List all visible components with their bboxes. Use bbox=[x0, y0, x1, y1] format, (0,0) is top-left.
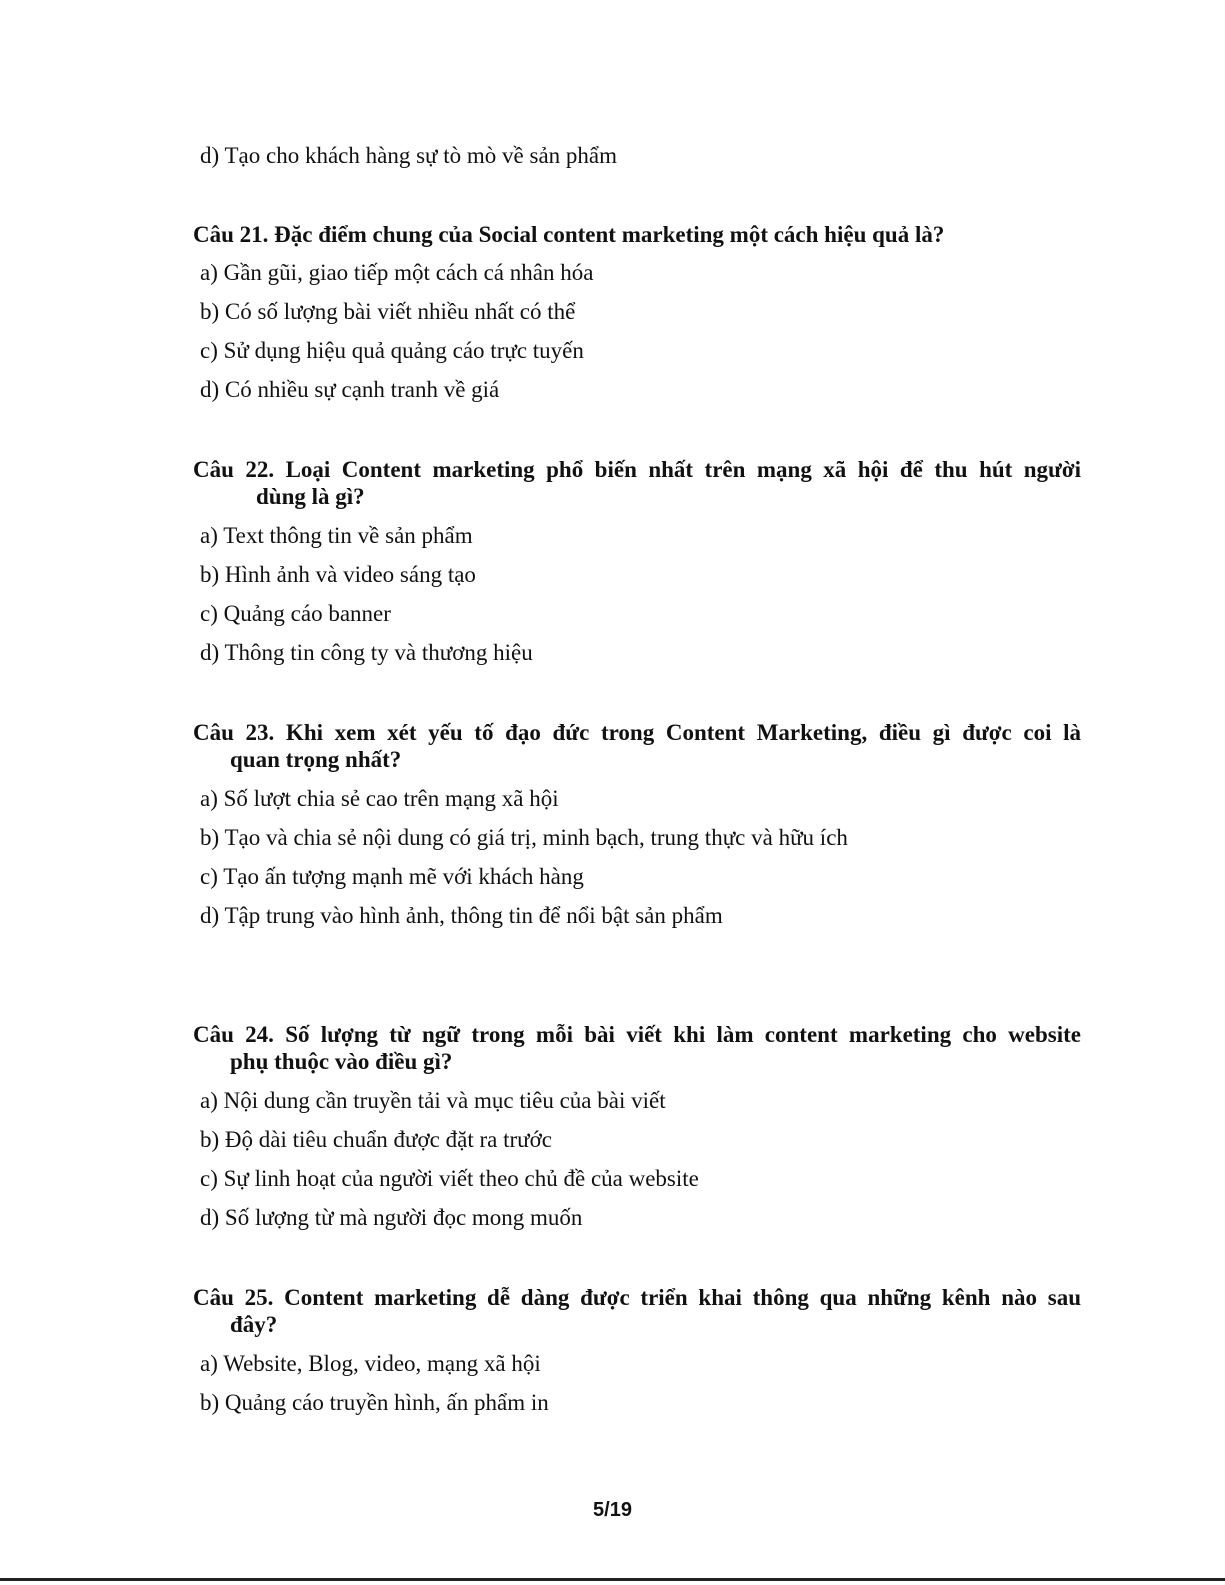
question-text-continued: đây? bbox=[230, 1312, 278, 1337]
question-text: Câu 24. Số lượng từ ngữ trong mỗi bài viết khi làm content marketing cho website bbox=[193, 1022, 1081, 1047]
question-text: Câu 23. Khi xem xét yếu tố đạo đức trong Content Marketing, điều gì được coi là bbox=[193, 720, 1081, 745]
page-number: 5/19 bbox=[593, 1499, 632, 1521]
question-24 bbox=[193, 1021, 1081, 1075]
option-24-a: a) Nội dung cần truyền tải và mục tiêu của bài viết bbox=[200, 1088, 666, 1113]
option-23-a: a) Số lượt chia sẻ cao trên mạng xã hội bbox=[200, 786, 559, 811]
prev-question-option-d: d) Tạo cho khách hàng sự tò mò về sản phẩm bbox=[200, 143, 617, 168]
option-21-c: c) Sử dụng hiệu quả quảng cáo trực tuyến bbox=[200, 338, 584, 363]
option-24-d: d) Số lượng từ mà người đọc mong muốn bbox=[200, 1205, 583, 1230]
question-25 bbox=[193, 1284, 1081, 1338]
option-24-b: b) Độ dài tiêu chuẩn được đặt ra trước bbox=[200, 1127, 552, 1152]
question-text-continued: phụ thuộc vào điều gì? bbox=[230, 1049, 453, 1074]
option-23-c: c) Tạo ấn tượng mạnh mẽ với khách hàng bbox=[200, 864, 584, 889]
question-22 bbox=[193, 456, 1081, 510]
question-21 bbox=[193, 221, 1081, 248]
option-22-d: d) Thông tin công ty và thương hiệu bbox=[200, 640, 533, 665]
option-25-b: b) Quảng cáo truyền hình, ấn phẩm in bbox=[200, 1390, 549, 1415]
option-23-b: b) Tạo và chia sẻ nội dung có giá trị, minh bạch, trung thực và hữu ích bbox=[200, 825, 848, 850]
question-text-continued: dùng là gì? bbox=[256, 484, 365, 509]
option-22-c: c) Quảng cáo banner bbox=[200, 601, 391, 626]
option-21-d: d) Có nhiều sự cạnh tranh về giá bbox=[200, 377, 500, 402]
question-text: Câu 21. Đặc điểm chung của Social content marketing một cách hiệu quả là? bbox=[193, 222, 945, 247]
question-text: Câu 25. Content marketing dễ dàng được triển khai thông qua những kênh nào sau bbox=[193, 1285, 1081, 1310]
option-22-a: a) Text thông tin về sản phẩm bbox=[200, 523, 473, 548]
option-25-a: a) Website, Blog, video, mạng xã hội bbox=[200, 1351, 541, 1376]
page-bottom-rule bbox=[0, 1578, 1225, 1581]
option-23-d: d) Tập trung vào hình ảnh, thông tin để nổi bật sản phẩm bbox=[200, 903, 723, 928]
option-24-c: c) Sự linh hoạt của người viết theo chủ đề của website bbox=[200, 1166, 699, 1191]
question-text: Câu 22. Loại Content marketing phổ biến nhất trên mạng xã hội để thu hút người bbox=[193, 457, 1081, 482]
question-text-continued: quan trọng nhất? bbox=[230, 747, 402, 772]
option-21-a: a) Gần gũi, giao tiếp một cách cá nhân hóa bbox=[200, 260, 594, 285]
question-23 bbox=[193, 719, 1081, 773]
option-22-b: b) Hình ảnh và video sáng tạo bbox=[200, 562, 476, 587]
option-21-b: b) Có số lượng bài viết nhiều nhất có thể bbox=[200, 299, 576, 324]
